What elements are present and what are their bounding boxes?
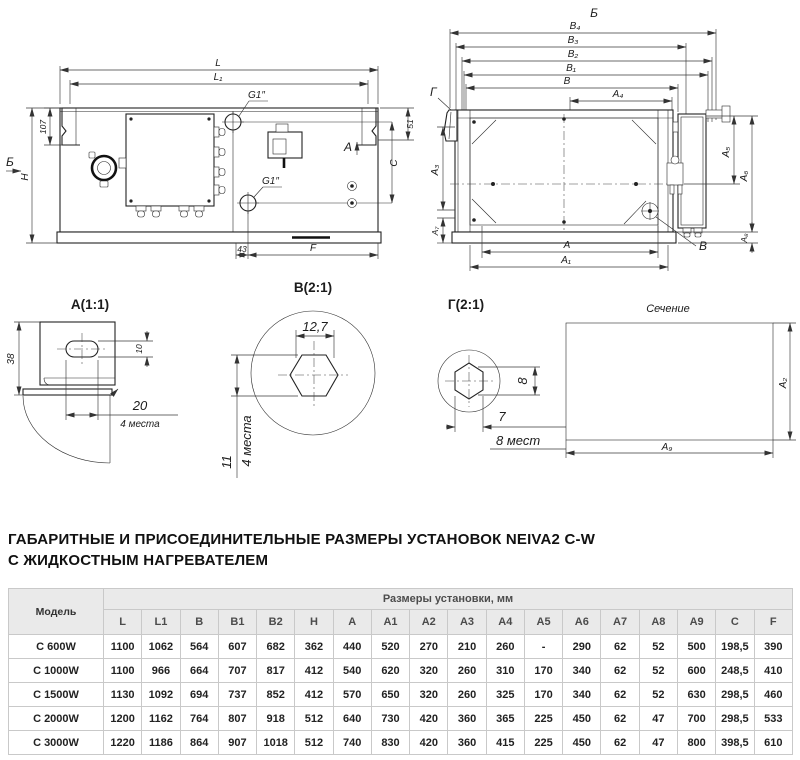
value-cell: 415 xyxy=(486,731,524,755)
dim-label-B3: B₃ xyxy=(567,35,579,46)
dim-label-A6: A₆ xyxy=(739,170,750,182)
dimensions-table xyxy=(8,588,793,755)
dimensions-table-wrap xyxy=(8,588,793,755)
model-cell: С 1000W xyxy=(9,659,104,683)
dim-label-10: 10 xyxy=(134,344,144,354)
value-cell: 864 xyxy=(180,731,218,755)
g1-bottom-label: G1″ xyxy=(262,176,279,187)
dim-label-C: C xyxy=(389,159,400,167)
value-cell: 170 xyxy=(524,683,562,707)
view-a-label: A xyxy=(344,140,353,154)
detail-b-drawing xyxy=(219,280,375,478)
value-cell: 1100 xyxy=(104,659,142,683)
section-drawing xyxy=(566,303,796,458)
view-b-label: Б xyxy=(6,155,14,169)
value-cell: 640 xyxy=(333,707,371,731)
group-header: Размеры установки, мм xyxy=(104,589,793,610)
dim-label-51: 51 xyxy=(405,119,415,129)
title-line-2: С ЖИДКОСТНЫМ НАГРЕВАТЕЛЕМ xyxy=(8,552,269,569)
dim-label-L1: L₁ xyxy=(213,72,223,83)
view-b-arrow xyxy=(6,155,21,171)
detail-a-drawing xyxy=(6,297,178,463)
dim-label-B4: B₄ xyxy=(569,21,581,32)
value-cell: 1162 xyxy=(142,707,180,731)
value-cell: 260 xyxy=(486,635,524,659)
table-row xyxy=(9,683,793,707)
value-cell: 340 xyxy=(563,683,601,707)
column-header-F: F xyxy=(754,610,792,635)
model-column-header: Модель xyxy=(9,589,104,635)
g1-top-label: G1″ xyxy=(248,90,265,101)
detail-a-places: 4 места xyxy=(120,419,160,430)
value-cell: 360 xyxy=(448,731,486,755)
value-cell: 365 xyxy=(486,707,524,731)
dim-label-A9: A₉ xyxy=(661,442,673,453)
value-cell: 62 xyxy=(601,683,639,707)
column-header-A5: A5 xyxy=(524,610,562,635)
table-row xyxy=(9,659,793,683)
detail-g-places: 8 мест xyxy=(496,433,541,448)
value-cell: 620 xyxy=(371,659,409,683)
detail-a-title: A(1:1) xyxy=(70,297,110,312)
value-cell: - xyxy=(524,635,562,659)
value-cell: 830 xyxy=(371,731,409,755)
detail-b-marker: B xyxy=(699,239,708,253)
value-cell: 907 xyxy=(218,731,256,755)
value-cell: 390 xyxy=(754,635,792,659)
value-cell: 600 xyxy=(677,659,715,683)
dim-label-43: 43 xyxy=(237,244,247,254)
dim-label-20: 20 xyxy=(132,398,148,413)
value-cell: 47 xyxy=(639,731,677,755)
dim-label-107: 107 xyxy=(38,119,48,135)
column-header-A8: A8 xyxy=(639,610,677,635)
column-header-B2: B2 xyxy=(257,610,295,635)
electrical-box xyxy=(119,114,225,217)
value-cell: 62 xyxy=(601,707,639,731)
column-header-B1: B1 xyxy=(218,610,256,635)
value-cell: 298,5 xyxy=(716,683,754,707)
value-cell: 707 xyxy=(218,659,256,683)
column-header-A4: A4 xyxy=(486,610,524,635)
value-cell: 248,5 xyxy=(716,659,754,683)
value-cell: 520 xyxy=(371,635,409,659)
value-cell: 260 xyxy=(448,659,486,683)
value-cell: 460 xyxy=(754,683,792,707)
value-cell: 700 xyxy=(677,707,715,731)
value-cell: 310 xyxy=(486,659,524,683)
column-header-A1: A1 xyxy=(371,610,409,635)
value-cell: 918 xyxy=(257,707,295,731)
value-cell: 320 xyxy=(410,683,448,707)
value-cell: 412 xyxy=(295,683,333,707)
value-cell: 800 xyxy=(677,731,715,755)
value-cell: 1062 xyxy=(142,635,180,659)
dim-label-B2: B₂ xyxy=(567,49,579,60)
value-cell: 694 xyxy=(180,683,218,707)
column-header-L: L xyxy=(104,610,142,635)
section-title: Сечение xyxy=(646,303,690,315)
value-cell: 412 xyxy=(295,659,333,683)
model-cell: С 600W xyxy=(9,635,104,659)
value-cell: 398,5 xyxy=(716,731,754,755)
value-cell: 52 xyxy=(639,683,677,707)
value-cell: 420 xyxy=(410,707,448,731)
value-cell: 1186 xyxy=(142,731,180,755)
value-cell: 360 xyxy=(448,707,486,731)
column-header-A6: A6 xyxy=(563,610,601,635)
value-cell: 52 xyxy=(639,659,677,683)
value-cell: 450 xyxy=(563,731,601,755)
value-cell: 270 xyxy=(410,635,448,659)
value-cell: 682 xyxy=(257,635,295,659)
value-cell: 533 xyxy=(754,707,792,731)
detail-b-places: 4 места xyxy=(239,415,254,467)
value-cell: 540 xyxy=(333,659,371,683)
dim-label-L: L xyxy=(215,58,221,69)
dim-label-38: 38 xyxy=(6,353,17,365)
dim-label-A7: A₇ xyxy=(430,226,440,236)
value-cell: 570 xyxy=(333,683,371,707)
column-header-A3: A3 xyxy=(448,610,486,635)
dim-label-8: 8 xyxy=(515,377,530,385)
value-cell: 62 xyxy=(601,731,639,755)
title-line-1: ГАБАРИТНЫЕ И ПРИСОЕДИНИТЕЛЬНЫЕ РАЗМЕРЫ УСТАНОВОК NEIVA2 C-W xyxy=(8,531,596,548)
detail-g-drawing xyxy=(438,297,566,449)
dim-label-11: 11 xyxy=(219,455,234,469)
value-cell: 340 xyxy=(563,659,601,683)
column-header-A2: A2 xyxy=(410,610,448,635)
value-cell: 966 xyxy=(142,659,180,683)
value-cell: 1200 xyxy=(104,707,142,731)
value-cell: 62 xyxy=(601,635,639,659)
value-cell: 1220 xyxy=(104,731,142,755)
dim-label-F: F xyxy=(309,243,317,254)
column-header-A: A xyxy=(333,610,371,635)
value-cell: 512 xyxy=(295,707,333,731)
value-cell: 325 xyxy=(486,683,524,707)
dim-label-B1: B₁ xyxy=(566,63,576,74)
value-cell: 807 xyxy=(218,707,256,731)
column-header-row xyxy=(9,610,793,635)
column-header-H: H xyxy=(295,610,333,635)
value-cell: 817 xyxy=(257,659,295,683)
side-box xyxy=(667,106,730,237)
size-table-body xyxy=(9,635,793,755)
table-row xyxy=(9,731,793,755)
value-cell: 664 xyxy=(180,659,218,683)
value-cell: 298,5 xyxy=(716,707,754,731)
value-cell: 362 xyxy=(295,635,333,659)
model-cell: С 1500W xyxy=(9,683,104,707)
column-header-A7: A7 xyxy=(601,610,639,635)
value-cell: 512 xyxy=(295,731,333,755)
detail-g-marker: Г xyxy=(430,85,437,99)
front-view-drawing xyxy=(6,58,415,259)
column-header-L1: L1 xyxy=(142,610,180,635)
value-cell: 47 xyxy=(639,707,677,731)
value-cell: 1130 xyxy=(104,683,142,707)
value-cell: 730 xyxy=(371,707,409,731)
value-cell: 198,5 xyxy=(716,635,754,659)
table-row xyxy=(9,707,793,731)
value-cell: 852 xyxy=(257,683,295,707)
model-cell: С 3000W xyxy=(9,731,104,755)
value-cell: 1100 xyxy=(104,635,142,659)
g-bracket xyxy=(430,85,457,141)
dim-label-A4: A₄ xyxy=(612,89,624,100)
dim-label-H: H xyxy=(20,173,31,181)
column-header-C: C xyxy=(716,610,754,635)
value-cell: 650 xyxy=(371,683,409,707)
value-cell: 210 xyxy=(448,635,486,659)
view-b-drawing xyxy=(430,6,758,271)
dim-label-A2: A₂ xyxy=(778,377,789,389)
model-cell: С 2000W xyxy=(9,707,104,731)
dim-label-A: A xyxy=(563,240,571,251)
value-cell: 420 xyxy=(410,731,448,755)
value-cell: 450 xyxy=(563,707,601,731)
value-cell: 225 xyxy=(524,707,562,731)
value-cell: 737 xyxy=(218,683,256,707)
value-cell: 1092 xyxy=(142,683,180,707)
column-header-A9: A9 xyxy=(677,610,715,635)
value-cell: 610 xyxy=(754,731,792,755)
value-cell: 500 xyxy=(677,635,715,659)
dim-label-A1: A₁ xyxy=(561,255,571,266)
value-cell: 630 xyxy=(677,683,715,707)
dim-label-A3: A₃ xyxy=(430,164,441,176)
table-row xyxy=(9,635,793,659)
view-b-title: Б xyxy=(590,6,598,20)
detail-b-title: B(2:1) xyxy=(293,280,333,295)
dim-label-7: 7 xyxy=(498,409,506,424)
dim-label-127: 12,7 xyxy=(302,319,328,334)
value-cell: 764 xyxy=(180,707,218,731)
column-header-B: B xyxy=(180,610,218,635)
value-cell: 320 xyxy=(410,659,448,683)
value-cell: 260 xyxy=(448,683,486,707)
dim-label-A5: A₅ xyxy=(721,146,732,158)
value-cell: 440 xyxy=(333,635,371,659)
detail-g-title: Г(2:1) xyxy=(447,297,485,312)
dim-label-B: B xyxy=(563,76,571,87)
value-cell: 170 xyxy=(524,659,562,683)
value-cell: 62 xyxy=(601,659,639,683)
dim-label-A8: A₈ xyxy=(739,233,749,243)
value-cell: 564 xyxy=(180,635,218,659)
value-cell: 225 xyxy=(524,731,562,755)
value-cell: 410 xyxy=(754,659,792,683)
page-title xyxy=(8,529,788,571)
value-cell: 290 xyxy=(563,635,601,659)
value-cell: 52 xyxy=(639,635,677,659)
value-cell: 740 xyxy=(333,731,371,755)
value-cell: 1018 xyxy=(257,731,295,755)
value-cell: 607 xyxy=(218,635,256,659)
